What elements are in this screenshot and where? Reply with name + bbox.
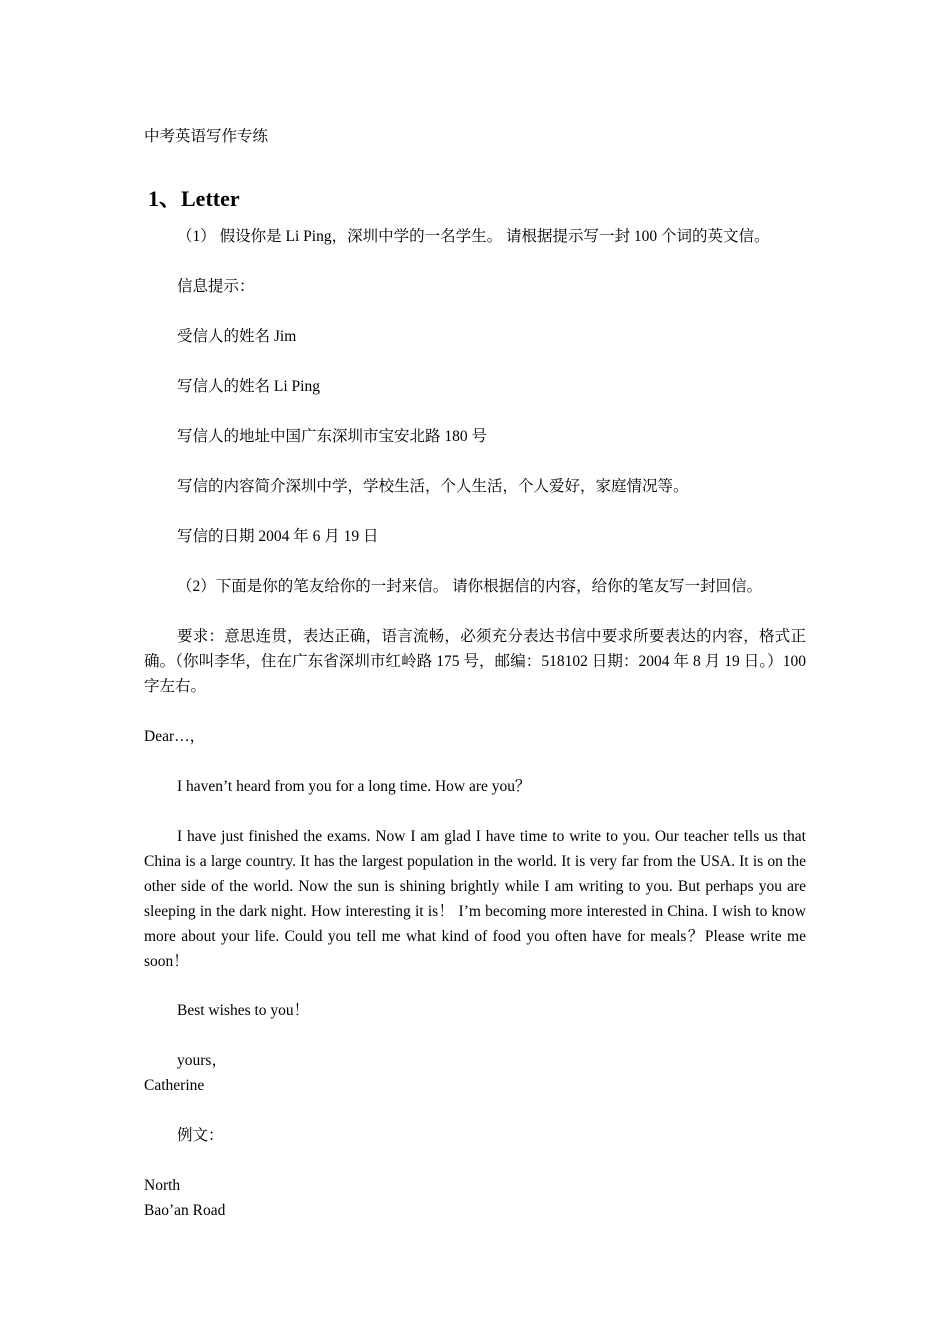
task1-prompt: （1） 假设你是 Li Ping，深圳中学的一名学生。 请根据提示写一封 100 个词的英文信。 xyxy=(177,228,770,245)
document-title: 中考英语写作专练 xyxy=(144,128,269,145)
sample-label: 例文： xyxy=(177,1127,224,1144)
sample-address-line-2: Bao’an Road xyxy=(144,1202,226,1219)
sample-address-line-1: North xyxy=(144,1177,181,1194)
info-recipient: 受信人的姓名 Jim xyxy=(177,328,297,345)
info-address: 写信人的地址中国广东深圳市宝安北路 180 号 xyxy=(177,428,488,445)
info-content: 写信的内容简介深圳中学，学校生活，个人生活，个人爱好，家庭情况等。 xyxy=(177,478,689,495)
info-label: 信息提示： xyxy=(177,278,255,295)
letter-paragraph-1: I haven’t heard from you for a long time. How are you？ xyxy=(177,778,531,795)
task2-requirements: 要求：意思连贯，表达正确，语言流畅，必须充分表达书信中要求所要表达的内容，格式正确。（你叫李华，住在广东省深圳市红岭路 175 号，邮编：518102 日期：2004 年 8 月 19 日。）100 字左右。 xyxy=(144,628,806,695)
info-sender: 写信人的姓名 Li Ping xyxy=(177,378,320,395)
letter-signature: Catherine xyxy=(144,1077,205,1094)
letter-signoff: yours， xyxy=(177,1052,227,1069)
letter-salutation: Dear…， xyxy=(144,728,206,745)
section-heading: 1、Letter xyxy=(148,186,240,211)
task2-prompt: （2）下面是你的笔友给你的一封来信。 请你根据信的内容，给你的笔友写一封回信。 xyxy=(177,578,763,595)
letter-paragraph-2: I have just finished the exams. Now I am glad I have time to write to you. Our teacher tells us that China is a large country. It has the largest population in the world. It is very far from the USA. It is on the other side of the world. Now the sun is shining brightly while I am writing to you. But perhaps you are sleeping in the dark night. How interesting it is！ I’m becoming more interested in China. I wish to know more about your life. Could you tell me what kind of food you often have for meals？Please write me soon！ xyxy=(144,828,806,970)
info-date: 写信的日期 2004 年 6 月 19 日 xyxy=(177,528,379,545)
letter-closing: Best wishes to you！ xyxy=(177,1002,310,1019)
sample-address xyxy=(144,1173,806,1223)
